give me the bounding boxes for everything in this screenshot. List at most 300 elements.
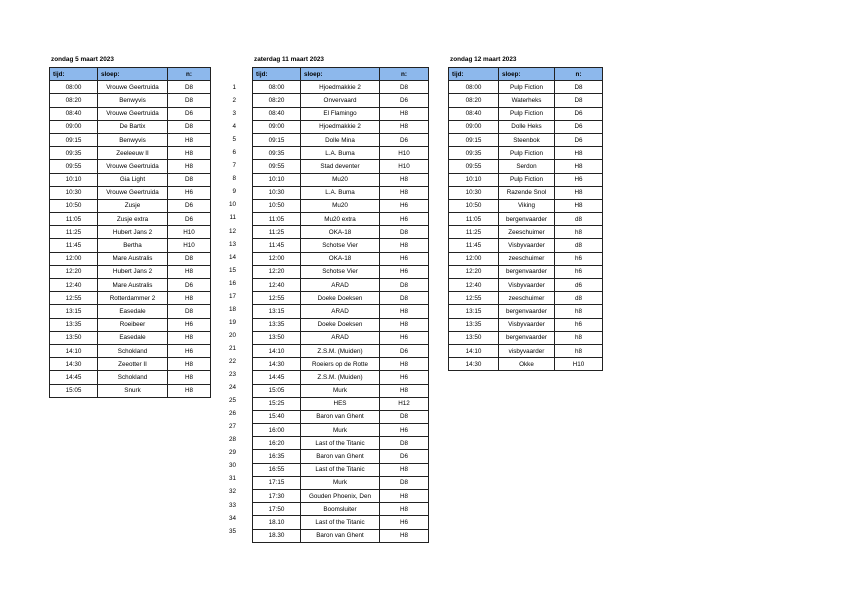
cell-boat: Vrouwe Geertruida bbox=[98, 107, 168, 120]
cell-class: D8 bbox=[168, 252, 211, 265]
col-header-boat: sloep: bbox=[301, 68, 380, 81]
table-row bbox=[449, 199, 603, 212]
table-row bbox=[253, 490, 429, 503]
cell-class: H8 bbox=[555, 160, 603, 173]
col-header-class: n: bbox=[380, 68, 429, 81]
cell-class: D8 bbox=[555, 94, 603, 107]
cell-class: H6 bbox=[168, 318, 211, 331]
cell-class: H10 bbox=[380, 160, 429, 173]
cell-time: 13:35 bbox=[253, 318, 301, 331]
table-row bbox=[50, 94, 211, 107]
row-number: 28 bbox=[228, 436, 236, 444]
table-row bbox=[253, 371, 429, 384]
col-header-time: tijd: bbox=[50, 68, 98, 81]
cell-class: H8 bbox=[168, 331, 211, 344]
cell-time: 12:55 bbox=[449, 292, 499, 305]
cell-time: 12:40 bbox=[50, 279, 98, 292]
cell-class: H8 bbox=[380, 384, 429, 397]
cell-boat: Bertha bbox=[98, 239, 168, 252]
cell-boat: Easedale bbox=[98, 305, 168, 318]
cell-boat: Benwyvis bbox=[98, 133, 168, 146]
cell-boat: Steenbok bbox=[499, 133, 555, 146]
table-row bbox=[253, 476, 429, 489]
table-row bbox=[253, 265, 429, 278]
table-row bbox=[50, 305, 211, 318]
row-number: 15 bbox=[228, 266, 236, 274]
cell-boat: Pulp Fiction bbox=[499, 173, 555, 186]
day-title-3: zondag 12 maart 2023 bbox=[450, 56, 517, 63]
cell-boat: Visbyvaarder bbox=[499, 239, 555, 252]
table-row bbox=[50, 344, 211, 357]
cell-boat: Zusje bbox=[98, 199, 168, 212]
cell-time: 13:15 bbox=[253, 305, 301, 318]
cell-boat: Mu20 bbox=[301, 199, 380, 212]
table-row bbox=[253, 107, 429, 120]
row-number-column bbox=[222, 81, 236, 538]
cell-class: D6 bbox=[168, 107, 211, 120]
cell-time: 13:15 bbox=[50, 305, 98, 318]
table-row bbox=[253, 226, 429, 239]
cell-class: H8 bbox=[380, 107, 429, 120]
table-row bbox=[253, 529, 429, 542]
table-row bbox=[50, 160, 211, 173]
cell-boat: El Flamingo bbox=[301, 107, 380, 120]
row-number: 34 bbox=[228, 514, 236, 522]
cell-time: 09:35 bbox=[449, 147, 499, 160]
cell-class: D6 bbox=[555, 107, 603, 120]
cell-time: 15:40 bbox=[253, 410, 301, 423]
cell-time: 10:10 bbox=[253, 173, 301, 186]
cell-time: 15:05 bbox=[50, 384, 98, 397]
cell-class: H6 bbox=[555, 173, 603, 186]
cell-class: D8 bbox=[380, 476, 429, 489]
table-row bbox=[253, 384, 429, 397]
row-number: 2 bbox=[232, 97, 236, 105]
cell-boat: bergenvaarder bbox=[499, 331, 555, 344]
cell-time: 17:15 bbox=[253, 476, 301, 489]
row-number: 13 bbox=[228, 240, 236, 248]
cell-boat: Boomsluiter bbox=[301, 503, 380, 516]
cell-time: 11:25 bbox=[50, 226, 98, 239]
table-row bbox=[50, 213, 211, 226]
cell-time: 16:00 bbox=[253, 424, 301, 437]
cell-boat: Baron van Ghent bbox=[301, 410, 380, 423]
table-row bbox=[253, 252, 429, 265]
table-row bbox=[50, 252, 211, 265]
cell-time: 08:20 bbox=[253, 94, 301, 107]
cell-time: 09:35 bbox=[253, 147, 301, 160]
table-row bbox=[50, 279, 211, 292]
cell-boat: Pulp Fiction bbox=[499, 81, 555, 94]
cell-class: D6 bbox=[555, 120, 603, 133]
cell-boat: Razende Snol bbox=[499, 186, 555, 199]
row-number: 7 bbox=[232, 162, 236, 170]
cell-class: H6 bbox=[380, 252, 429, 265]
cell-time: 09:55 bbox=[449, 160, 499, 173]
cell-class: H6 bbox=[168, 344, 211, 357]
cell-class: H8 bbox=[380, 490, 429, 503]
table-row bbox=[253, 94, 429, 107]
table-row bbox=[449, 186, 603, 199]
cell-boat: Onvervaard bbox=[301, 94, 380, 107]
cell-boat: Dolle Mina bbox=[301, 133, 380, 146]
cell-time: 12:20 bbox=[253, 265, 301, 278]
cell-boat: Schotse Vier bbox=[301, 239, 380, 252]
row-number: 20 bbox=[228, 331, 236, 339]
cell-boat: Benwyvis bbox=[98, 94, 168, 107]
cell-boat: Zeeschuimer bbox=[499, 226, 555, 239]
table-row bbox=[449, 94, 603, 107]
cell-class: H8 bbox=[168, 371, 211, 384]
cell-time: 11:25 bbox=[449, 226, 499, 239]
cell-time: 10:50 bbox=[449, 199, 499, 212]
cell-boat: Gouden Phoenix, Den bbox=[301, 490, 380, 503]
table-row bbox=[253, 397, 429, 410]
cell-time: 08:00 bbox=[50, 81, 98, 94]
cell-time: 08:20 bbox=[449, 94, 499, 107]
cell-class: H8 bbox=[168, 160, 211, 173]
schedule-table-day-2 bbox=[252, 67, 429, 543]
table-row bbox=[50, 186, 211, 199]
cell-boat: Zeeotter II bbox=[98, 358, 168, 371]
cell-class: D6 bbox=[380, 450, 429, 463]
cell-time: 13:35 bbox=[50, 318, 98, 331]
cell-boat: Vrouwe Geertruida bbox=[98, 186, 168, 199]
cell-time: 08:40 bbox=[449, 107, 499, 120]
cell-time: 14:10 bbox=[449, 344, 499, 357]
cell-time: 08:40 bbox=[253, 107, 301, 120]
table-row bbox=[449, 252, 603, 265]
cell-boat: Rotterdammer 2 bbox=[98, 292, 168, 305]
cell-class: D8 bbox=[380, 279, 429, 292]
table-row bbox=[50, 133, 211, 146]
table-row bbox=[449, 265, 603, 278]
cell-class: H12 bbox=[380, 397, 429, 410]
table-row bbox=[253, 463, 429, 476]
cell-boat: HES bbox=[301, 397, 380, 410]
cell-boat: ARAD bbox=[301, 279, 380, 292]
cell-time: 10:30 bbox=[449, 186, 499, 199]
cell-class: H6 bbox=[380, 331, 429, 344]
table-row bbox=[253, 437, 429, 450]
row-number: 23 bbox=[228, 371, 236, 379]
cell-class: H8 bbox=[555, 147, 603, 160]
cell-time: 18.10 bbox=[253, 516, 301, 529]
cell-class: H6 bbox=[380, 516, 429, 529]
cell-time: 09:55 bbox=[50, 160, 98, 173]
table-row bbox=[449, 279, 603, 292]
cell-class: D6 bbox=[168, 213, 211, 226]
cell-class: H8 bbox=[168, 384, 211, 397]
cell-class: H8 bbox=[168, 147, 211, 160]
row-number: 26 bbox=[228, 410, 236, 418]
cell-boat: Schokland bbox=[98, 371, 168, 384]
cell-time: 09:55 bbox=[253, 160, 301, 173]
table-row bbox=[253, 133, 429, 146]
cell-time: 17:50 bbox=[253, 503, 301, 516]
cell-boat: Vrouwe Geertruida bbox=[98, 81, 168, 94]
table-row bbox=[449, 305, 603, 318]
table-row bbox=[449, 226, 603, 239]
cell-class: H8 bbox=[168, 292, 211, 305]
table-row bbox=[50, 331, 211, 344]
cell-boat: Okke bbox=[499, 358, 555, 371]
row-number: 14 bbox=[228, 253, 236, 261]
row-number: 30 bbox=[228, 462, 236, 470]
cell-class: D6 bbox=[168, 199, 211, 212]
cell-boat: Mu20 extra bbox=[301, 213, 380, 226]
cell-class: D6 bbox=[380, 133, 429, 146]
col-header-class: n: bbox=[555, 68, 603, 81]
row-number: 19 bbox=[228, 318, 236, 326]
col-header-time: tijd: bbox=[253, 68, 301, 81]
table-row bbox=[449, 173, 603, 186]
cell-time: 12:40 bbox=[449, 279, 499, 292]
table-row bbox=[253, 331, 429, 344]
row-number: 24 bbox=[228, 384, 236, 392]
cell-boat: Hjoedmakkie 2 bbox=[301, 120, 380, 133]
cell-boat: zeeschuimer bbox=[499, 292, 555, 305]
cell-boat: bergenvaarder bbox=[499, 305, 555, 318]
row-number: 22 bbox=[228, 357, 236, 365]
cell-time: 12:00 bbox=[50, 252, 98, 265]
cell-class: H8 bbox=[380, 529, 429, 542]
cell-time: 14:30 bbox=[50, 358, 98, 371]
table-row bbox=[50, 147, 211, 160]
table-row bbox=[449, 120, 603, 133]
cell-time: 12:20 bbox=[449, 265, 499, 278]
row-number: 17 bbox=[228, 292, 236, 300]
cell-class: d8 bbox=[555, 292, 603, 305]
cell-boat: Schokland bbox=[98, 344, 168, 357]
cell-boat: Waterheks bbox=[499, 94, 555, 107]
cell-boat: bergenvaarder bbox=[499, 265, 555, 278]
row-number: 9 bbox=[232, 188, 236, 196]
cell-boat: visbyvaarder bbox=[499, 344, 555, 357]
cell-time: 13:50 bbox=[253, 331, 301, 344]
cell-time: 16:20 bbox=[253, 437, 301, 450]
cell-class: D6 bbox=[555, 133, 603, 146]
cell-time: 12:55 bbox=[253, 292, 301, 305]
cell-boat: Murk bbox=[301, 476, 380, 489]
cell-class: D8 bbox=[555, 81, 603, 94]
row-number: 10 bbox=[228, 201, 236, 209]
table-row bbox=[50, 239, 211, 252]
schedule-table-day-3 bbox=[448, 67, 603, 371]
cell-boat: L.A. Buma bbox=[301, 186, 380, 199]
table-row bbox=[449, 133, 603, 146]
cell-boat: Roeiers op de Rotte bbox=[301, 358, 380, 371]
cell-class: H10 bbox=[380, 147, 429, 160]
table-row bbox=[253, 147, 429, 160]
cell-class: D6 bbox=[380, 94, 429, 107]
table-row bbox=[50, 371, 211, 384]
col-header-time: tijd: bbox=[449, 68, 499, 81]
cell-time: 10:50 bbox=[253, 199, 301, 212]
cell-boat: Stad deventer bbox=[301, 160, 380, 173]
table-row bbox=[253, 173, 429, 186]
cell-class: D8 bbox=[168, 81, 211, 94]
cell-class: H8 bbox=[555, 199, 603, 212]
cell-boat: Pulp Fiction bbox=[499, 107, 555, 120]
table-row bbox=[449, 358, 603, 371]
cell-boat: Viking bbox=[499, 199, 555, 212]
table-row bbox=[50, 81, 211, 94]
cell-boat: bergenvaarder bbox=[499, 213, 555, 226]
table-row bbox=[50, 120, 211, 133]
cell-time: 09:15 bbox=[449, 133, 499, 146]
cell-class: d8 bbox=[555, 239, 603, 252]
cell-time: 09:00 bbox=[50, 120, 98, 133]
cell-time: 08:20 bbox=[50, 94, 98, 107]
table-row bbox=[50, 358, 211, 371]
cell-class: H8 bbox=[168, 265, 211, 278]
cell-boat: Murk bbox=[301, 424, 380, 437]
cell-class: H8 bbox=[380, 463, 429, 476]
table-row bbox=[253, 516, 429, 529]
table-row bbox=[253, 186, 429, 199]
cell-class: H10 bbox=[168, 226, 211, 239]
cell-time: 08:00 bbox=[253, 81, 301, 94]
cell-boat: Visbyvaarder bbox=[499, 318, 555, 331]
table-row bbox=[253, 318, 429, 331]
cell-boat: zeeschuimer bbox=[499, 252, 555, 265]
cell-boat: Roeibeer bbox=[98, 318, 168, 331]
cell-time: 13:15 bbox=[449, 305, 499, 318]
cell-boat: Z.S.M. (Muiden) bbox=[301, 371, 380, 384]
table-row bbox=[253, 292, 429, 305]
cell-time: 11:05 bbox=[50, 213, 98, 226]
cell-class: H8 bbox=[380, 120, 429, 133]
cell-time: 14:10 bbox=[50, 344, 98, 357]
cell-class: H6 bbox=[380, 199, 429, 212]
cell-class: H6 bbox=[168, 186, 211, 199]
cell-class: H6 bbox=[380, 213, 429, 226]
cell-time: 17:30 bbox=[253, 490, 301, 503]
cell-time: 13:50 bbox=[50, 331, 98, 344]
cell-boat: Easedale bbox=[98, 331, 168, 344]
cell-boat: Serdon bbox=[499, 160, 555, 173]
cell-class: H8 bbox=[168, 358, 211, 371]
cell-class: H10 bbox=[555, 358, 603, 371]
cell-time: 13:35 bbox=[449, 318, 499, 331]
cell-time: 10:50 bbox=[50, 199, 98, 212]
cell-class: h8 bbox=[555, 305, 603, 318]
table-row bbox=[50, 265, 211, 278]
table-row bbox=[449, 213, 603, 226]
cell-time: 15:25 bbox=[253, 397, 301, 410]
cell-class: H8 bbox=[380, 239, 429, 252]
cell-time: 09:35 bbox=[50, 147, 98, 160]
table-row bbox=[253, 279, 429, 292]
cell-time: 10:10 bbox=[50, 173, 98, 186]
cell-class: H8 bbox=[380, 305, 429, 318]
cell-boat: Last of the Titanic bbox=[301, 516, 380, 529]
cell-time: 14:30 bbox=[449, 358, 499, 371]
cell-boat: Mu20 bbox=[301, 173, 380, 186]
table-row bbox=[449, 107, 603, 120]
cell-boat: Pulp Fiction bbox=[499, 147, 555, 160]
cell-class: H8 bbox=[380, 186, 429, 199]
row-number: 25 bbox=[228, 397, 236, 405]
table-row bbox=[50, 199, 211, 212]
col-header-class: n: bbox=[168, 68, 211, 81]
table-row bbox=[253, 81, 429, 94]
row-number: 11 bbox=[229, 214, 236, 222]
cell-class: H8 bbox=[380, 173, 429, 186]
row-number: 29 bbox=[228, 449, 236, 457]
cell-class: H8 bbox=[555, 186, 603, 199]
col-header-boat: sloep: bbox=[98, 68, 168, 81]
table-row bbox=[253, 410, 429, 423]
cell-time: 14:30 bbox=[253, 358, 301, 371]
cell-class: h6 bbox=[555, 318, 603, 331]
cell-boat: Doeke Doeksen bbox=[301, 318, 380, 331]
cell-time: 14:45 bbox=[50, 371, 98, 384]
cell-boat: Mare Australis bbox=[98, 279, 168, 292]
table-row bbox=[253, 344, 429, 357]
cell-class: D8 bbox=[380, 226, 429, 239]
cell-time: 16:55 bbox=[253, 463, 301, 476]
cell-class: h6 bbox=[555, 252, 603, 265]
cell-time: 09:15 bbox=[50, 133, 98, 146]
table-row bbox=[449, 160, 603, 173]
cell-time: 08:00 bbox=[449, 81, 499, 94]
table-row bbox=[449, 147, 603, 160]
table-row bbox=[253, 358, 429, 371]
schedule-table-day-1 bbox=[49, 67, 211, 398]
table-row bbox=[449, 344, 603, 357]
table-row bbox=[253, 305, 429, 318]
cell-boat: Baron van Ghent bbox=[301, 450, 380, 463]
cell-class: D8 bbox=[168, 173, 211, 186]
cell-time: 10:30 bbox=[253, 186, 301, 199]
cell-boat: Zeeleeuw II bbox=[98, 147, 168, 160]
cell-boat: ARAD bbox=[301, 305, 380, 318]
cell-class: D8 bbox=[380, 410, 429, 423]
cell-boat: OKA-18 bbox=[301, 252, 380, 265]
cell-class: D8 bbox=[380, 292, 429, 305]
cell-boat: Vrouwe Geertruida bbox=[98, 160, 168, 173]
cell-class: D8 bbox=[380, 437, 429, 450]
cell-boat: Dolle Heks bbox=[499, 120, 555, 133]
cell-boat: Visbyvaarder bbox=[499, 279, 555, 292]
row-number: 8 bbox=[232, 175, 236, 183]
table-row bbox=[253, 160, 429, 173]
cell-class: h6 bbox=[555, 265, 603, 278]
cell-boat: Murk bbox=[301, 384, 380, 397]
table-row bbox=[449, 331, 603, 344]
cell-time: 16:35 bbox=[253, 450, 301, 463]
cell-time: 12:00 bbox=[253, 252, 301, 265]
cell-class: H8 bbox=[380, 318, 429, 331]
row-number: 31 bbox=[228, 475, 236, 483]
cell-boat: Schotse Vier bbox=[301, 265, 380, 278]
cell-boat: Z.S.M. (Muiden) bbox=[301, 344, 380, 357]
cell-boat: Hubert Jans 2 bbox=[98, 226, 168, 239]
table-row bbox=[50, 318, 211, 331]
cell-class: D8 bbox=[380, 81, 429, 94]
row-number: 32 bbox=[228, 488, 236, 496]
cell-time: 11:45 bbox=[449, 239, 499, 252]
cell-class: D8 bbox=[168, 305, 211, 318]
table-row bbox=[50, 384, 211, 397]
cell-class: H6 bbox=[380, 424, 429, 437]
cell-boat: Hubert Jans 2 bbox=[98, 265, 168, 278]
cell-boat: Last of the Titanic bbox=[301, 437, 380, 450]
row-number: 27 bbox=[228, 423, 236, 431]
cell-boat: De Bartix bbox=[98, 120, 168, 133]
